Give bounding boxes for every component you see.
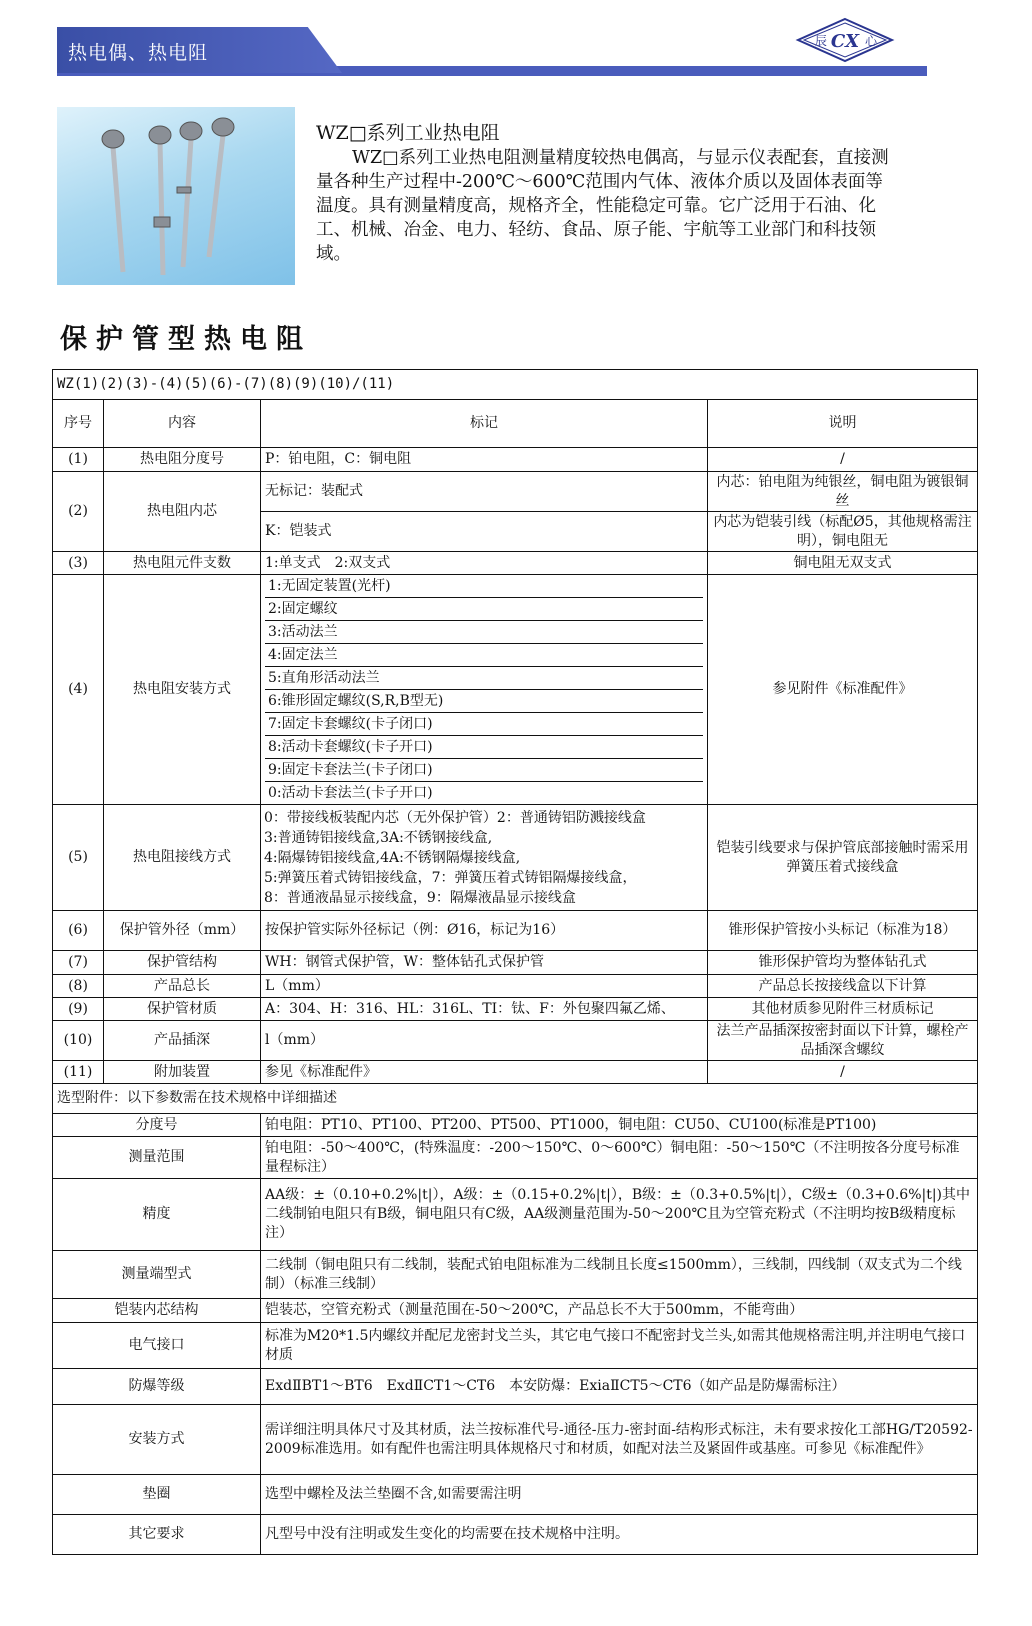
accessory-row [53,1323,978,1369]
row-mark-list [261,805,708,911]
row-note: 铠装引线要求与保护管底部接触时需采用弹簧压着式接线盒 [708,805,978,911]
logo-text-right: 心 [865,34,878,48]
row-note: / [708,448,978,472]
accessory-key: 测量端型式 [53,1251,261,1299]
mark-item: 1:无固定装置(光杆) [265,575,703,598]
section-title: 保护管型热电阻 [60,324,312,355]
accessory-value: 铠装芯，空管充粉式（测量范围在-50～200℃，产品总长不大于500mm，不能弯曲） [261,1299,978,1323]
mark-item: 4:隔爆铸铝接线盒,4A:不锈钢隔爆接线盒, [264,849,521,866]
mark-item: 0:活动卡套法兰(卡子开口) [268,785,433,801]
mark-item: 8:活动卡套螺纹(卡子开口) [265,736,703,759]
accessory-key: 精度 [53,1179,261,1251]
row-no: (2) [53,472,104,552]
row-mark: WH：钢管式保护管，W：整体钻孔式保护管 [261,951,708,975]
row-note: 铜电阻无双支式 [708,552,978,575]
row-no: (7) [53,951,104,975]
table-row [53,1021,978,1061]
row-content: 热电阻内芯 [104,472,261,552]
row-mark: L（mm） [261,975,708,998]
table-row [53,575,978,805]
table-row [53,975,978,998]
accessory-value: 二线制（铜电阻只有二线制，装配式铂电阻标准为二线制且长度≤1500mm），三线制，四线制（双支式为二个线制）（标准三线制） [261,1251,978,1299]
mark-item: 5:直角形活动法兰 [265,667,703,690]
row-content: 产品插深 [104,1021,261,1061]
accessory-key: 其它要求 [53,1515,261,1555]
row-content: 附加装置 [104,1061,261,1084]
col-header-no: 序号 [53,400,104,448]
table-row [53,805,978,911]
row-note: 参见附件《标准配件》 [708,575,978,805]
row-mark: 按保护管实际外径标记（例：Ø16，标记为16） [261,911,708,951]
row-note: 产品总长按接线盒以下计算 [708,975,978,998]
row-note: 内芯：铂电阻为纯银丝，铜电阻为镀银铜丝 [708,472,978,512]
accessory-row [53,1137,978,1179]
table-row [53,998,978,1021]
mark-item: 3:活动法兰 [265,621,703,644]
row-content: 热电阻接线方式 [104,805,261,911]
accessory-key: 分度号 [53,1114,261,1137]
row-no: (11) [53,1061,104,1084]
table-row [53,472,978,512]
header-row [53,400,978,448]
row-no: (5) [53,805,104,911]
row-no: (6) [53,911,104,951]
accessory-key: 防爆等级 [53,1369,261,1405]
accessory-value: 需详细注明具体尺寸及其材质，法兰按标准代号-通径-压力-密封面-结构形式标注，未有要求按化工部HG/T20592-2009标准选用。如有配件也需注明具体规格尺寸和材质，如配对法兰及紧固件或基座。可参见《标准配件》 [261,1405,978,1475]
row-note: 法兰产品插深按密封面以下计算，螺栓产品插深含螺纹 [708,1021,978,1061]
model-code-row [53,370,978,400]
row-content: 产品总长 [104,975,261,998]
mark-item: 0：带接线板装配内芯（无外保护管）2：普通铸铝防溅接线盒 [264,809,646,826]
accessory-title-row [53,1084,978,1114]
row-mark: l（mm） [261,1021,708,1061]
col-header-content: 内容 [104,400,261,448]
accessory-key: 安装方式 [53,1405,261,1475]
row-no: (8) [53,975,104,998]
table-row [53,552,978,575]
row-no: (3) [53,552,104,575]
logo-text-left: 辰 [815,34,828,48]
table-row [53,911,978,951]
accessory-key: 垫圈 [53,1475,261,1515]
accessory-title: 选型附件：以下参数需在技术规格中详细描述 [53,1084,978,1114]
product-photo [57,107,295,285]
mark-item: 2:固定螺纹 [265,598,703,621]
row-content: 热电阻分度号 [104,448,261,472]
intro-body: WZ□系列工业热电阻测量精度较热电偶高，与显示仪表配套，直接测量各种生产过程中-200℃～600℃范围内气体、液体介质以及固体表面等温度。具有测量精度高，规格齐全，性能稳定可靠。它广泛用于石油、化工、机械、冶金、电力、轻纺、食品、原子能、宇航等工业部门和科技领域。 [316,148,889,264]
accessory-row [53,1114,978,1137]
accessory-key: 铠装内芯结构 [53,1299,261,1323]
accessory-row [53,1251,978,1299]
row-note: 内芯为铠装引线（标配Ø5，其他规格需注明），铜电阻无 [708,512,978,552]
col-header-mark: 标记 [261,400,708,448]
accessory-row [53,1405,978,1475]
row-mark: 1:单支式 2:双支式 [261,552,708,575]
row-no: (1) [53,448,104,472]
accessory-row [53,1515,978,1555]
mark-item: 4:固定法兰 [265,644,703,667]
mark-item: 8：普通液晶显示接线盒，9：隔爆液晶显示接线盒 [264,889,576,906]
accessory-value: 选型中螺栓及法兰垫圈不含,如需要需注明 [261,1475,978,1515]
row-note: 其他材质参见附件三材质标记 [708,998,978,1021]
model-code: WZ(1)(2)(3)-(4)(5)(6)-(7)(8)(9)(10)/(11) [53,370,978,400]
row-mark: A：304、H：316、HL：316L、TI：钛、F：外包聚四氟乙烯、 [261,998,708,1021]
spec-table [52,369,978,1555]
company-logo-icon [795,17,895,63]
accessory-value: 标准为M20*1.5内螺纹并配尼龙密封戈兰头，其它电气接口不配密封戈兰头,如需其他规格需注明,并注明电气接口材质 [261,1323,978,1369]
row-note: / [708,1061,978,1084]
table-row [53,1061,978,1084]
row-no: (9) [53,998,104,1021]
accessory-row [53,1475,978,1515]
row-mark: 参见《标准配件》 [261,1061,708,1084]
header-title: 热电偶、热电阻 [68,42,209,64]
accessory-row [53,1369,978,1405]
row-mark-list [261,575,708,805]
row-content: 保护管外径（mm） [104,911,261,951]
row-mark: 无标记：装配式 [261,472,708,512]
mark-item: 9:固定卡套法兰(卡子闭口) [265,759,703,782]
table-row [53,951,978,975]
row-content: 热电阻元件支数 [104,552,261,575]
accessory-value: AA级：±（0.10+0.2%|t|），A级：±（0.15+0.2%|t|），B级：±（0.3+0.5%|t|），C级±（0.3+0.6%|t|)其中二线制铂电阻只有B级，铜电阻只有C级，AA级测量范围为-50～200℃且为空管充粉式（不注明均按B级精度标注） [261,1179,978,1251]
col-header-note: 说明 [708,400,978,448]
mark-item: 6:锥形固定螺纹(S,R,B型无) [265,690,703,713]
row-note: 锥形保护管按小头标记（标准为18） [708,911,978,951]
row-mark: K：铠装式 [261,512,708,552]
accessory-value: 铂电阻：-50～400℃，(特殊温度：-200～150℃、0～600℃）铜电阻：-50～150℃（不注明按各分度号标准量程标注） [261,1137,978,1179]
row-content: 热电阻安装方式 [104,575,261,805]
row-no: (4) [53,575,104,805]
row-content: 保护管材质 [104,998,261,1021]
intro-title: WZ□系列工业热电阻 [316,122,500,144]
accessory-row [53,1179,978,1251]
accessory-key: 测量范围 [53,1137,261,1179]
row-content: 保护管结构 [104,951,261,975]
logo-text-center: CX [830,31,860,52]
row-no: (10) [53,1021,104,1061]
accessory-key: 电气接口 [53,1323,261,1369]
accessory-value: ExdⅡBT1～BT6 ExdⅡCT1～CT6 本安防爆：ExiaⅡCT5～CT6（如产品是防爆需标注） [261,1369,978,1405]
accessory-value: 铂电阻：PT10、PT100、PT200、PT500、PT1000，铜电阻：CU50、CU100(标准是PT100) [261,1114,978,1137]
accessory-value: 凡型号中没有注明或发生变化的均需要在技术规格中注明。 [261,1515,978,1555]
mark-item: 5:弹簧压着式铸铝接线盒，7：弹簧压着式铸铝隔爆接线盒， [264,869,637,886]
table-row [53,448,978,472]
mark-item: 7:固定卡套螺纹(卡子闭口) [265,713,703,736]
row-mark: P：铂电阻，C：铜电阻 [261,448,708,472]
mark-item: 3:普通铸铝接线盒,3A:不锈钢接线盒, [264,829,493,846]
accessory-row [53,1299,978,1323]
row-note: 锥形保护管均为整体钻孔式 [708,951,978,975]
